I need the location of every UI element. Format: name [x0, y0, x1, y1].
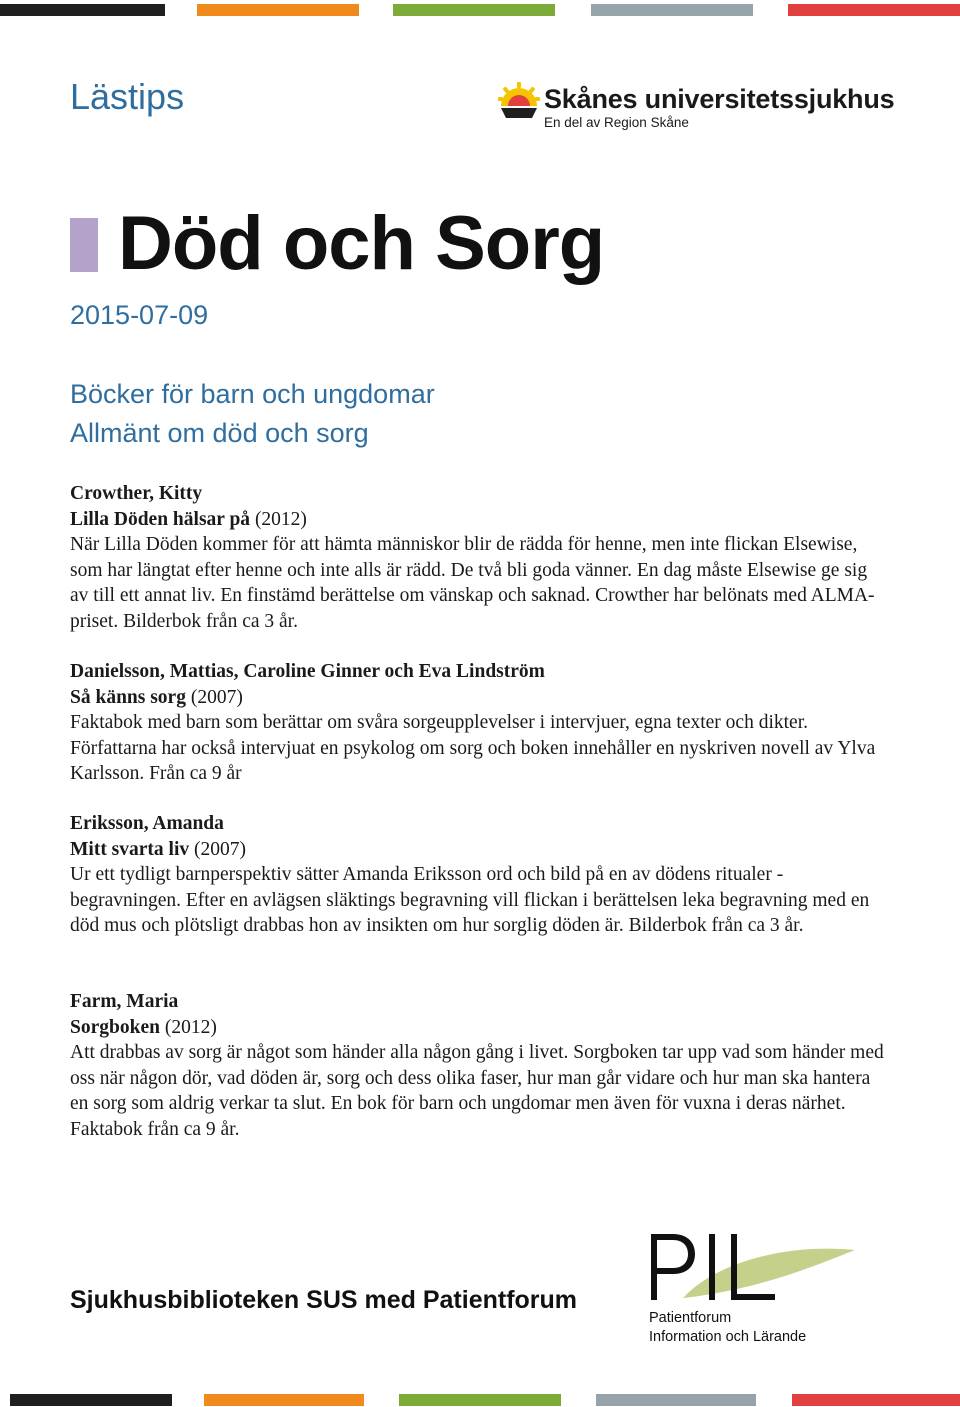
hospital-name: Skånes universitetssjukhus	[544, 84, 895, 114]
top-bar-green	[393, 4, 555, 16]
pil-wordmark	[645, 1228, 875, 1308]
publish-date: 2015-07-09	[70, 300, 209, 330]
pil-logo	[645, 1228, 875, 1353]
library-name: Sjukhusbiblioteken SUS med Patientforum	[70, 1286, 578, 1314]
hospital-subtitle: En del av Region Skåne	[544, 115, 689, 130]
title-accent-block	[70, 218, 98, 272]
book-author: Eriksson, Amanda	[70, 813, 224, 834]
bottom-color-bars	[0, 1394, 960, 1406]
pil-line-2: Information och Lärande	[649, 1329, 807, 1345]
book-author: Danielsson, Mattias, Caroline Ginner och Eva Lindström	[70, 661, 545, 682]
book-description: Ur ett tydligt barnperspektiv sätter Amanda Eriksson ord och bild på en av dödens ritualer - begravningen. Efter en avlägsen släktings begravning vill flickan i berättelsen leka begravning med en död mus och plötsligt drabbas hon av insikten om hur sorglig döden är. Bilderbok från ca 3 år.	[70, 864, 870, 936]
book-author: Farm, Maria	[70, 991, 179, 1012]
book-year: (2007)	[189, 838, 247, 860]
pil-line-1: Patientforum	[649, 1310, 732, 1326]
sun-icon	[498, 82, 540, 124]
section-heading: Böcker för barn och ungdomar	[70, 379, 435, 409]
hospital-logo	[498, 80, 898, 136]
book-title: Sorgboken	[70, 1016, 160, 1038]
book-title-line	[70, 685, 890, 711]
book-title: Lilla Döden hälsar på	[70, 508, 251, 530]
bottom-bar-gray	[596, 1394, 756, 1406]
top-bar-red	[788, 4, 960, 16]
bottom-bar-green	[399, 1394, 561, 1406]
book-title-line	[70, 837, 890, 863]
book-entry	[70, 481, 890, 634]
bottom-bar-orange	[204, 1394, 364, 1406]
book-description: När Lilla Döden kommer för att hämta människor blir de rädda för henne, men inte flickan Elsewise, som har längtat efter henne och inte alls är rädd. De två bli goda vänner. En dag måste Elsewise ge sig av till ett annat liv. En finstämd berättelse om vänskap och saknad. Crowther har belönats med ALMA-priset. Bilderbok från ca 3 år.	[70, 534, 875, 632]
book-title-line	[70, 507, 890, 533]
book-entry	[70, 811, 890, 939]
book-title-line	[70, 1015, 890, 1041]
book-year: (2012)	[159, 1016, 217, 1038]
book-description: Faktabok med barn som berättar om svåra sorgeupplevelser i intervjuer, egna texter och dikter. Författarna har också intervjuat en psykolog om sorg och boken innehåller en nyskriven novell av Ylva Karlsson. Från ca 9 år	[70, 712, 876, 784]
book-title: Mitt svarta liv	[70, 838, 190, 860]
leaf-icon	[683, 1249, 855, 1298]
page-title: Död och Sorg	[118, 201, 605, 286]
bottom-bar-red	[792, 1394, 960, 1406]
book-title: Så känns sorg	[70, 686, 186, 708]
book-year: (2007)	[185, 686, 243, 708]
book-year: (2012)	[250, 508, 307, 530]
top-bar-black	[0, 4, 165, 16]
book-entry	[70, 659, 890, 787]
book-entry	[70, 989, 890, 1142]
bottom-bar-black	[10, 1394, 172, 1406]
page-label: Lästips	[70, 76, 185, 117]
subsection-heading: Allmänt om död och sorg	[70, 418, 369, 448]
book-description: Att drabbas av sorg är något som händer alla någon gång i livet. Sorgboken tar upp vad som händer med oss när någon dör, vad döden är, sorg och dess olika faser, hur man går vidare och hur man ska hantera en sorg som aldrig verkar ta slut. En bok för barn och ungdomar men även för vuxna i deras närhet. Faktabok från ca 9 år.	[70, 1042, 884, 1140]
top-bar-gray	[591, 4, 753, 16]
book-author: Crowther, Kitty	[70, 483, 203, 504]
top-color-bars	[0, 4, 960, 16]
top-bar-orange	[197, 4, 359, 16]
